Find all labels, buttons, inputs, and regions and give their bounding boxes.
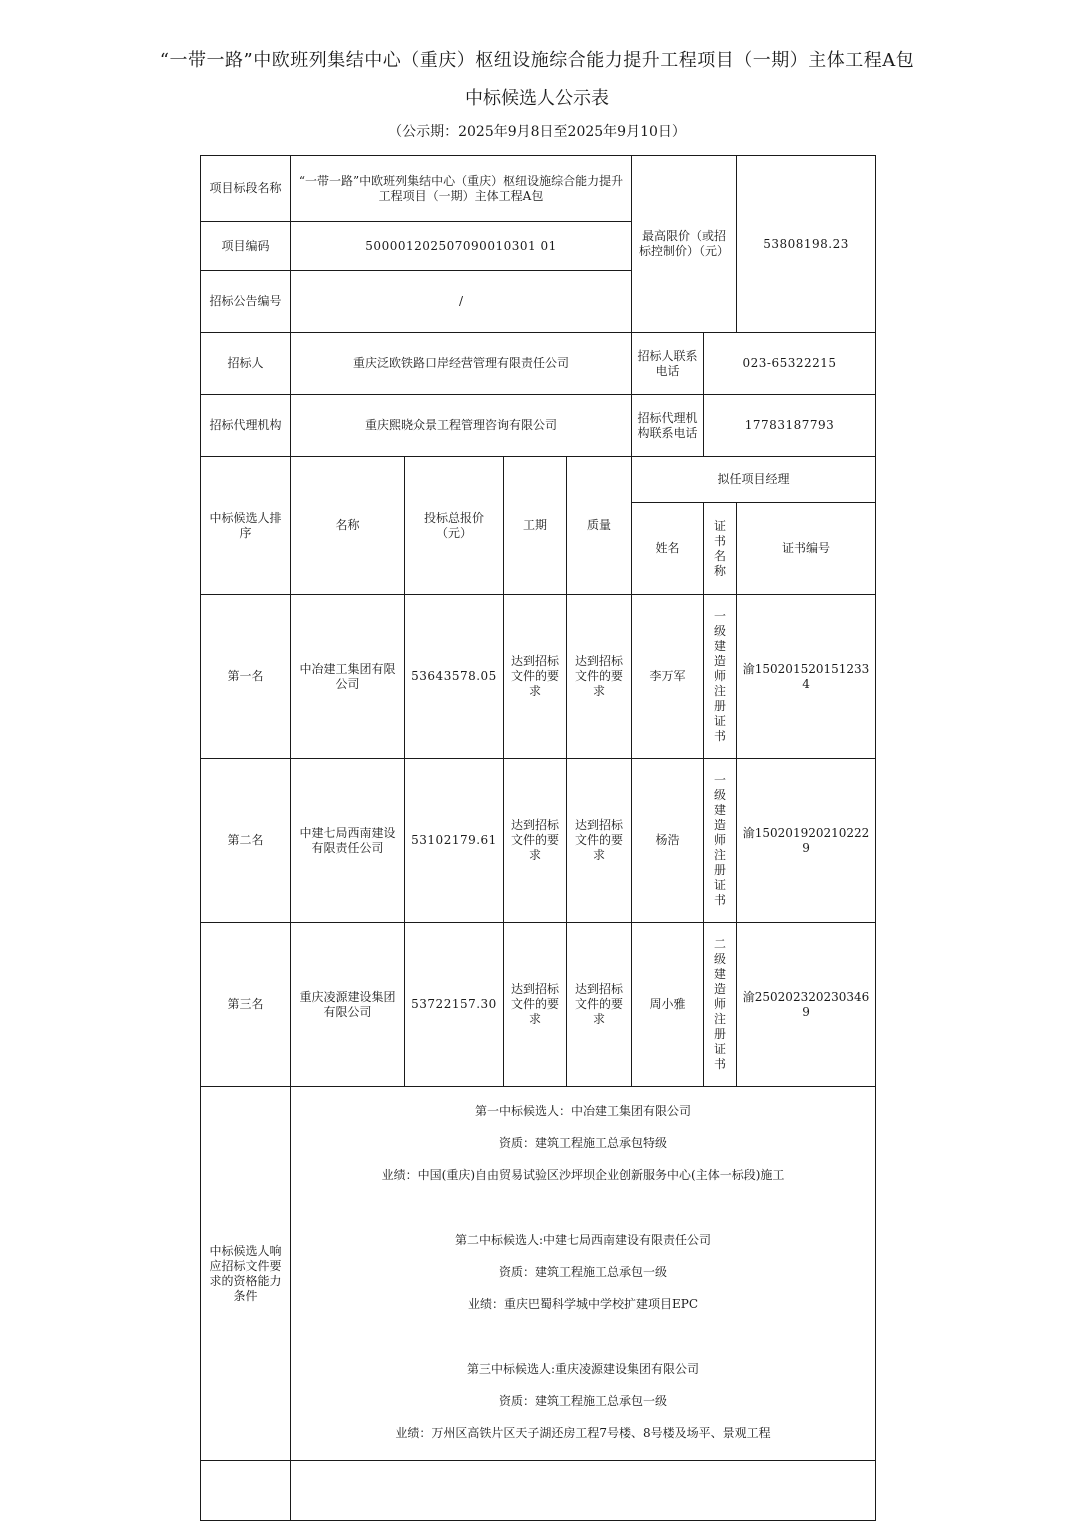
candidate-pm-name: 杨浩	[632, 759, 704, 923]
col-header-duration: 工期	[504, 457, 567, 595]
agency-label: 招标代理机构	[201, 395, 291, 457]
candidate-rank: 第一名	[201, 595, 291, 759]
candidate-cert-name: 二级建造师注册证书	[704, 923, 737, 1087]
candidate-cert-no: 渝2502023202303469	[737, 923, 876, 1087]
candidate-duration: 达到招标文件的要求	[504, 923, 567, 1087]
empty-cell	[291, 1461, 876, 1521]
candidate-rank: 第二名	[201, 759, 291, 923]
agency-phone-value: 17783187793	[704, 395, 876, 457]
candidate-price: 53643578.05	[405, 595, 504, 759]
candidate-cert-no: 渝1502015201512334	[737, 595, 876, 759]
empty-cell	[201, 1461, 291, 1521]
candidate-quality: 达到招标文件的要求	[567, 759, 632, 923]
qualification-line: 资质：建筑工程施工总承包一级	[499, 1264, 668, 1279]
candidate-name: 中冶建工集团有限公司	[291, 595, 405, 759]
col-header-name: 名称	[291, 457, 405, 595]
notice-no-label: 招标公告编号	[201, 271, 291, 333]
candidate-pm-name: 李万军	[632, 595, 704, 759]
candidate-duration: 达到招标文件的要求	[504, 595, 567, 759]
max-price-label: 最高限价（或招标控制价）（元）	[632, 156, 737, 333]
col-header-cert-no: 证书编号	[737, 503, 876, 595]
project-code-value: 500001202507090010301 01	[291, 222, 632, 271]
agency-phone-label: 招标代理机构联系电话	[632, 395, 704, 457]
candidate-cert-no: 渝1502019202102229	[737, 759, 876, 923]
candidate-cert-name: 一级建造师注册证书	[704, 595, 737, 759]
tenderer-phone-value: 023-65322215	[704, 333, 876, 395]
section-name-value: “一带一路”中欧班列集结中心（重庆）枢纽设施综合能力提升工程项目（一期）主体工程A包	[291, 156, 632, 222]
candidate-table	[200, 155, 876, 1521]
candidate-duration: 达到招标文件的要求	[504, 759, 567, 923]
col-header-pm-name: 姓名	[632, 503, 704, 595]
qualification-line: 资质：建筑工程施工总承包特级	[499, 1135, 668, 1150]
max-price-value: 53808198.23	[737, 156, 876, 333]
qualification-line: 第三中标候选人:重庆凌源建设集团有限公司	[466, 1361, 700, 1376]
tenderer-label: 招标人	[201, 333, 291, 395]
document-subtitle: 中标候选人公示表	[465, 88, 609, 109]
tenderer-phone-label: 招标人联系电话	[632, 333, 704, 395]
tenderer-value: 重庆泛欧铁路口岸经营管理有限责任公司	[291, 333, 632, 395]
qualification-line: 第二中标候选人:中建七局西南建设有限责任公司	[454, 1232, 712, 1247]
candidate-price: 53102179.61	[405, 759, 504, 923]
section-name-label: 项目标段名称	[201, 156, 291, 222]
qualification-line: 资质：建筑工程施工总承包一级	[499, 1393, 668, 1408]
candidate-rank: 第三名	[201, 923, 291, 1087]
col-header-cert-name: 证书名称	[704, 503, 737, 595]
candidate-pm-name: 周小雅	[632, 923, 704, 1087]
qualification-line: 第一中标候选人：中冶建工集团有限公司	[475, 1103, 692, 1118]
agency-value: 重庆熙晓众景工程管理咨询有限公司	[291, 395, 632, 457]
qualifications-label: 中标候选人响应招标文件要求的资格能力条件	[201, 1087, 291, 1461]
candidate-quality: 达到招标文件的要求	[567, 923, 632, 1087]
candidate-name: 中建七局西南建设有限责任公司	[291, 759, 405, 923]
table-row	[201, 759, 876, 923]
col-header-price: 投标总报价（元）	[405, 457, 504, 595]
candidate-quality: 达到招标文件的要求	[567, 595, 632, 759]
publicity-period: （公示期：2025年9月8日至2025年9月10日）	[388, 124, 686, 140]
qualification-line: 业绩：重庆巴蜀科学城中学校扩建项目EPC	[468, 1296, 699, 1311]
table-row	[201, 923, 876, 1087]
document-title: “一带一路”中欧班列集结中心（重庆）枢纽设施综合能力提升工程项目（一期）主体工程A包	[159, 50, 915, 71]
candidate-cert-name: 一级建造师注册证书	[704, 759, 737, 923]
qualifications-content	[291, 1087, 876, 1461]
qualification-line: 业绩：中国(重庆)自由贸易试验区沙坪坝企业创新服务中心(主体一标段)施工	[381, 1167, 785, 1182]
col-header-pm-group: 拟任项目经理	[632, 457, 876, 503]
project-code-label: 项目编码	[201, 222, 291, 271]
candidate-price: 53722157.30	[405, 923, 504, 1087]
candidate-name: 重庆凌源建设集团有限公司	[291, 923, 405, 1087]
notice-no-value: /	[291, 271, 632, 333]
col-header-quality: 质量	[567, 457, 632, 595]
table-row	[201, 595, 876, 759]
qualification-line: 业绩：万州区高铁片区天子湖还房工程7号楼、8号楼及场平、景观工程	[395, 1425, 771, 1440]
col-header-rank: 中标候选人排序	[201, 457, 291, 595]
